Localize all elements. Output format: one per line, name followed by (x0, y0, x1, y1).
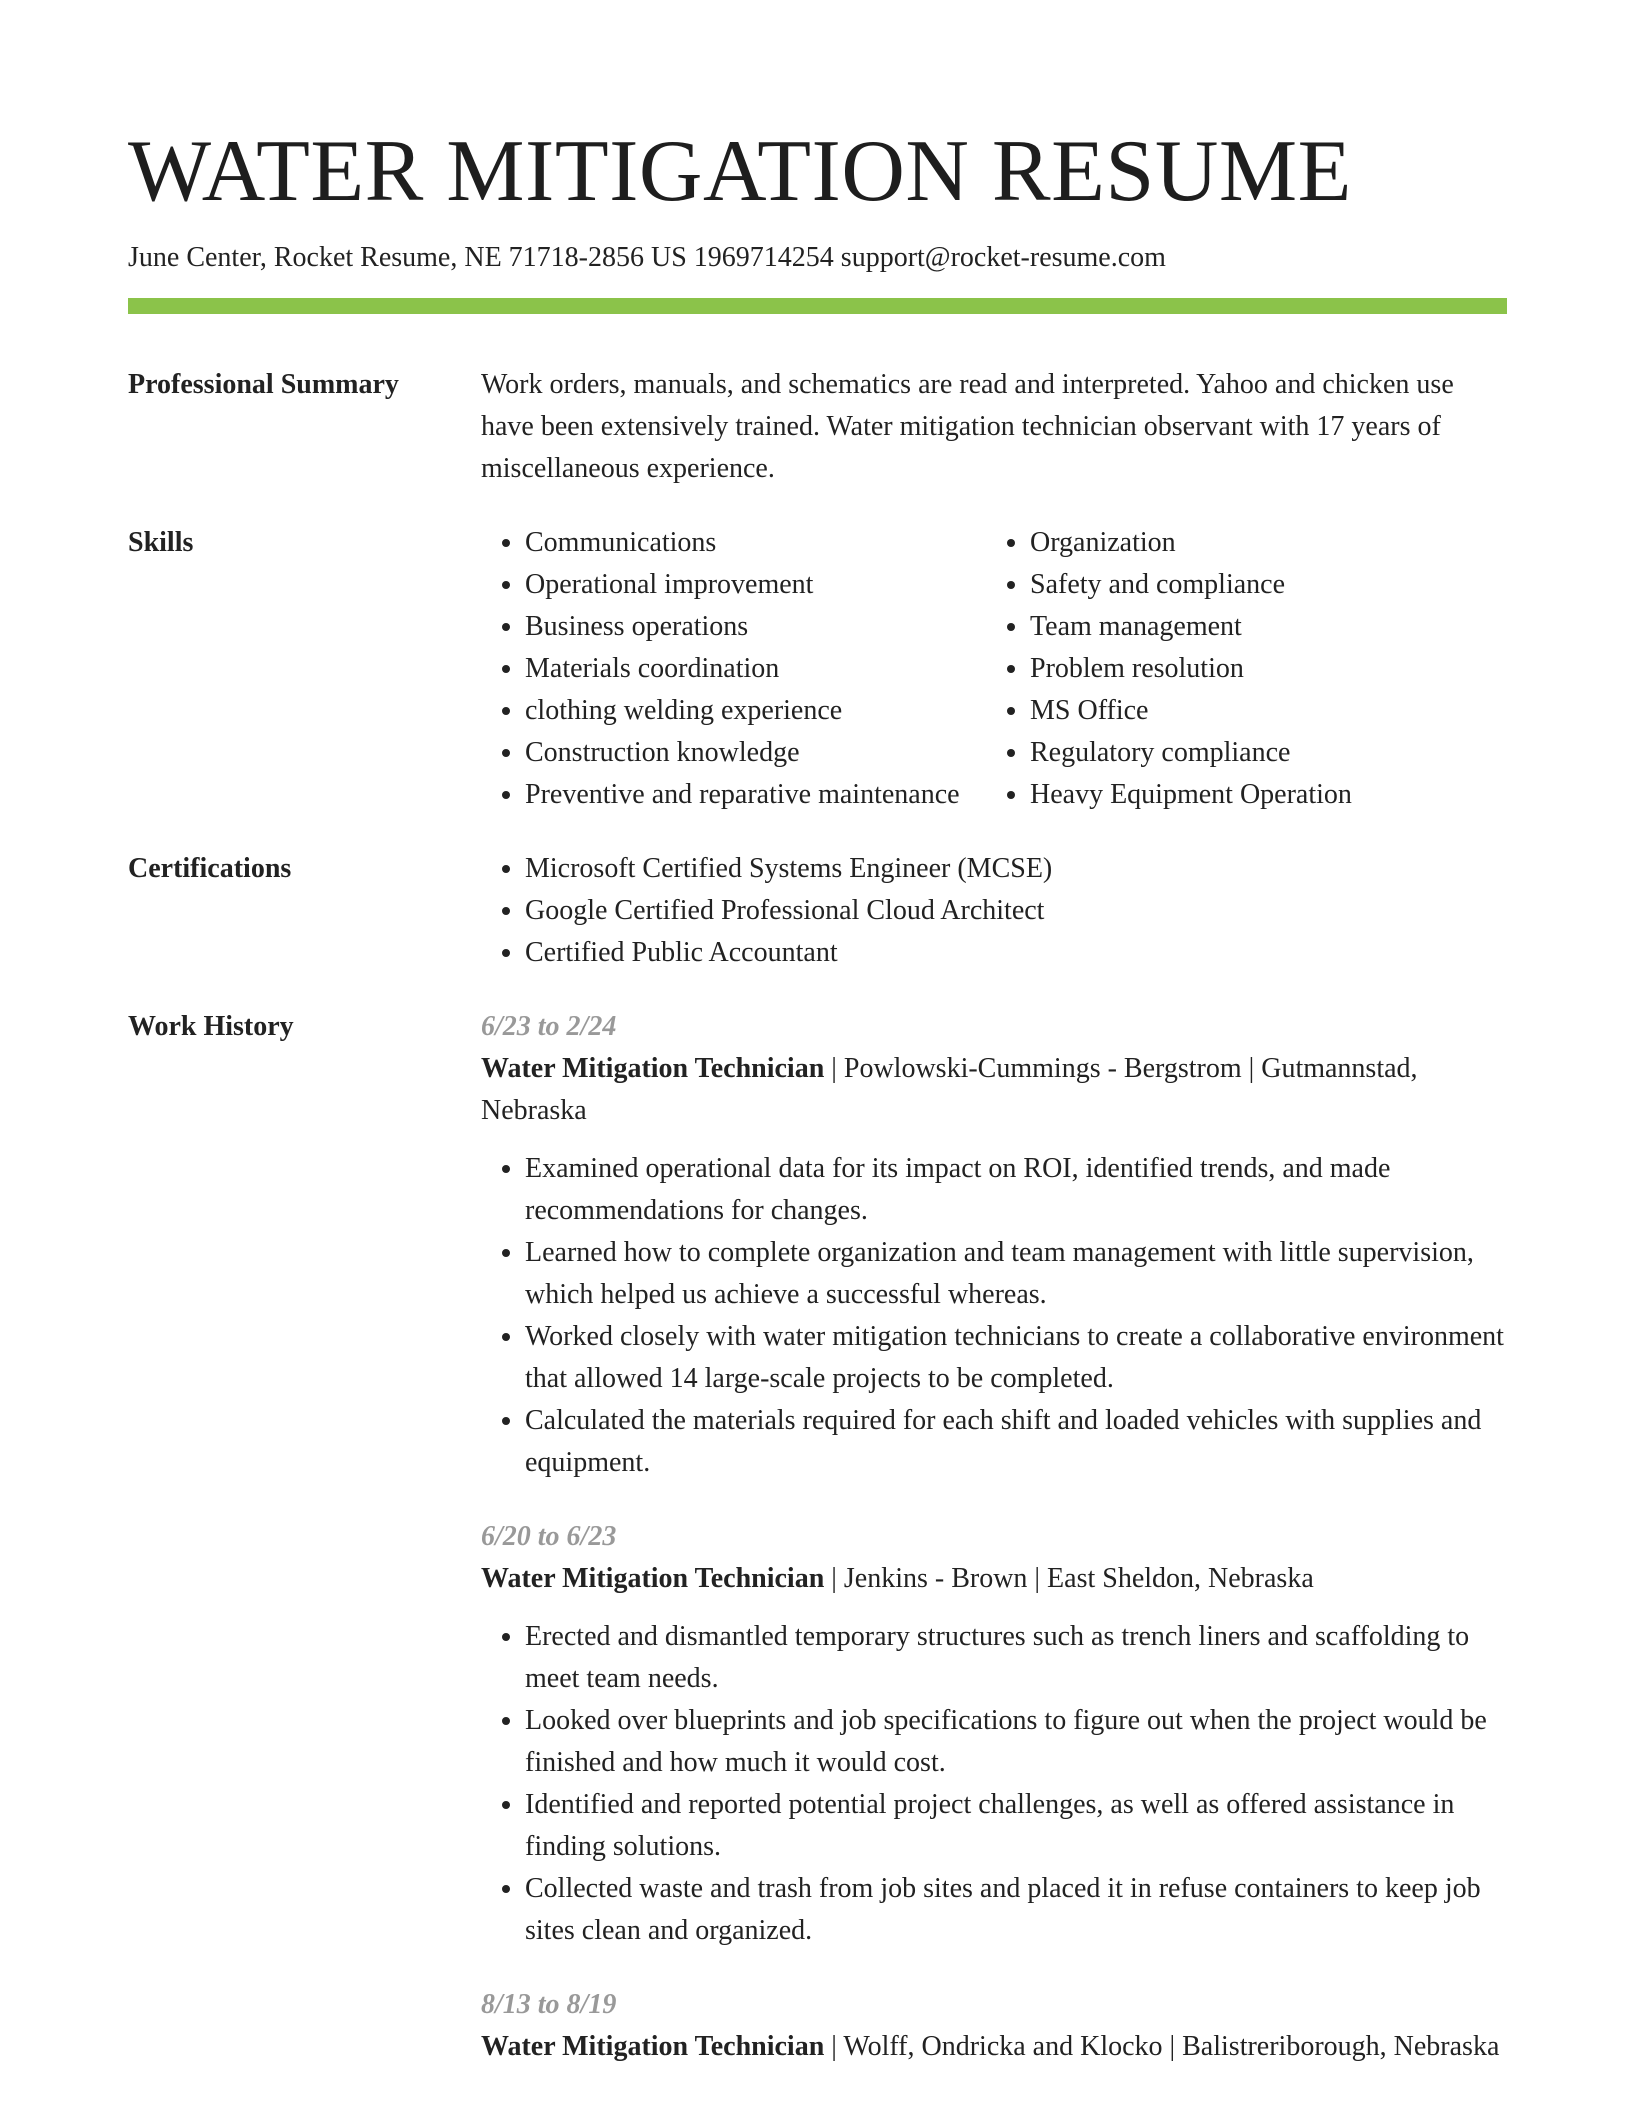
job-title: Water Mitigation Technician (481, 2031, 825, 2062)
contact-info: June Center, Rocket Resume, NE 71718-2856 US 1969714254 support@rocket-resume.com (128, 242, 1166, 273)
certification-item: • Microsoft Certified Systems Engineer (MCSE) (525, 848, 1507, 890)
job-bullet: • Identified and reported potential project challenges, as well as offered assistance in finding solutions. (525, 1784, 1507, 1868)
job-bullet: • Examined operational data for its impact on ROI, identified trends, and made recommendations for changes. (525, 1148, 1507, 1232)
skill-item: • Problem resolution (1030, 648, 1507, 690)
job-employer-location: | Powlowski-Cummings - Bergstrom | Gutmannstad, Nebraska (481, 1053, 1418, 1126)
skill-item: • Heavy Equipment Operation (1030, 774, 1507, 816)
section-label: Professional Summary (128, 369, 399, 400)
job-employer-location: | Jenkins - Brown | East Sheldon, Nebraska (824, 1563, 1314, 1594)
job-dates: 6/23 to 2/24 (481, 1011, 617, 1042)
skill-item: • Materials coordination (525, 648, 986, 690)
section-label: Work History (128, 1011, 294, 1042)
skill-item: • Safety and compliance (1030, 564, 1507, 606)
job-bullet: • Collected waste and trash from job sites and placed it in refuse containers to keep job sites clean and organized. (525, 1868, 1507, 1952)
job-entry (481, 1516, 1507, 1952)
skill-item: • Organization (1030, 522, 1507, 564)
skill-item: • Regulatory compliance (1030, 732, 1507, 774)
certification-item: • Google Certified Professional Cloud Architect (525, 890, 1507, 932)
skills-list-right (986, 522, 1507, 816)
skills-grid (481, 522, 1507, 816)
job-bullet: • Learned how to complete organization and team management with little supervision, which helped us achieve a successful whereas. (525, 1232, 1507, 1316)
accent-divider (128, 298, 1507, 314)
skill-item: • Operational improvement (525, 564, 986, 606)
skills-section (128, 522, 1507, 816)
job-entry (481, 1006, 1507, 1484)
certifications-content (481, 848, 1507, 974)
job-entry (481, 1984, 1507, 2068)
skill-item: • Team management (1030, 606, 1507, 648)
job-title: Water Mitigation Technician (481, 1053, 825, 1084)
job-bullets (481, 1616, 1507, 1952)
job-bullet: • Worked closely with water mitigation technicians to create a collaborative environment that allowed 14 large-scale projects to be completed. (525, 1316, 1507, 1400)
job-header (481, 2026, 1507, 2068)
skill-item: • Preventive and reparative maintenance (525, 774, 986, 816)
skills-list-left (481, 522, 986, 816)
job-bullet: • Calculated the materials required for each shift and loaded vehicles with supplies and equipment. (525, 1400, 1507, 1484)
professional-summary-section (128, 364, 1507, 490)
work-history-content (481, 1006, 1507, 2100)
work-history-section (128, 1006, 1507, 2100)
job-header (481, 1048, 1507, 1132)
job-dates: 6/20 to 6/23 (481, 1521, 617, 1552)
certification-item: • Certified Public Accountant (525, 932, 1507, 974)
skill-item: • Business operations (525, 606, 986, 648)
section-label: Skills (128, 527, 194, 558)
summary-text: Work orders, manuals, and schematics are read and interpreted. Yahoo and chicken use have been extensively trained. Water mitigation technician observant with 17 years of miscellaneous experience. (481, 369, 1454, 484)
job-employer-location: | Wolff, Ondricka and Klocko | Balistreriborough, Nebraska (824, 2031, 1500, 2062)
job-bullet: • Looked over blueprints and job specifications to figure out when the project would be finished and how much it would cost. (525, 1700, 1507, 1784)
job-bullets (481, 1148, 1507, 1484)
resume-title: WATER MITIGATION RESUME (128, 123, 1352, 220)
section-label: Certifications (128, 853, 292, 884)
skill-item: • MS Office (1030, 690, 1507, 732)
skill-item: • clothing welding experience (525, 690, 986, 732)
skill-item: • Communications (525, 522, 986, 564)
job-dates: 8/13 to 8/19 (481, 1989, 617, 2020)
job-bullet: • Erected and dismantled temporary structures such as trench liners and scaffolding to meet team needs. (525, 1616, 1507, 1700)
job-header (481, 1558, 1507, 1600)
skill-item: • Construction knowledge (525, 732, 986, 774)
certifications-list (481, 848, 1507, 974)
job-title: Water Mitigation Technician (481, 1563, 825, 1594)
resume-page (128, 0, 1507, 2100)
certifications-section (128, 848, 1507, 974)
